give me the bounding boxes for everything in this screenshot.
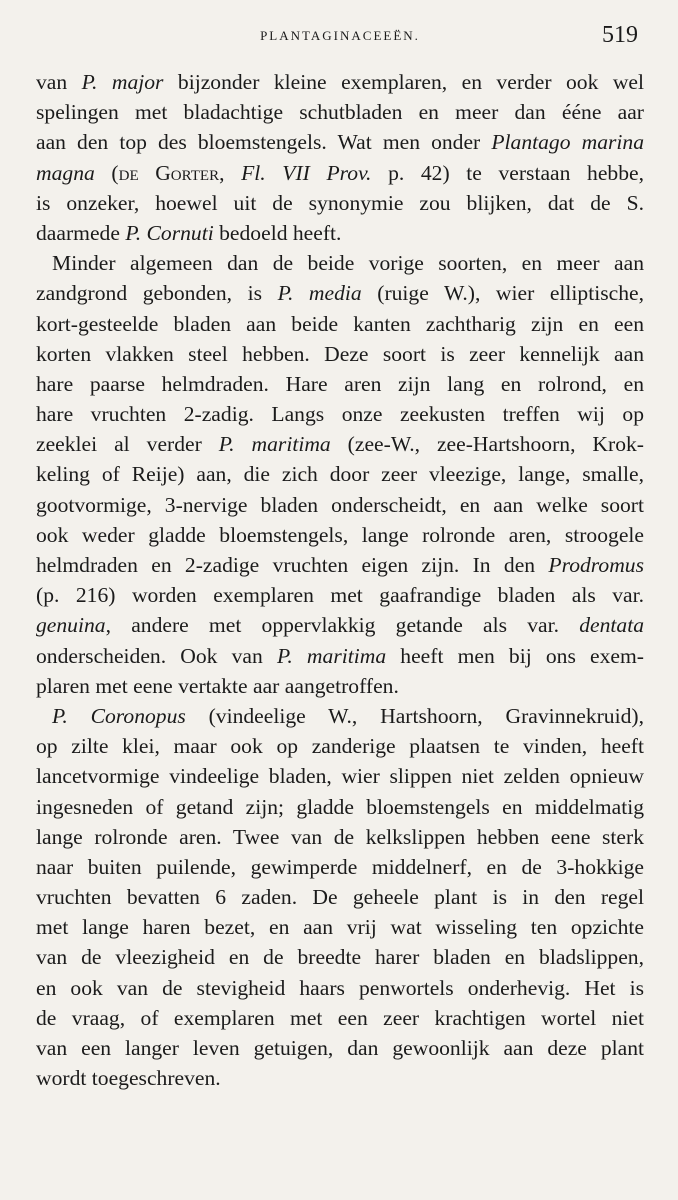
text-line: ook weder gladde bloemstengels, lange rolronde aren, stroogele [36,522,644,547]
text-line: is onzeker, hoewel uit de synonymie zou blijken, dat de S. [36,190,644,215]
text-line: zandgrond gebonden, is P. media (ruige W.), wier elliptische, [36,281,644,306]
text-line: genuina, andere met oppervlakkig getande als var. dentata [36,613,644,638]
text-line: onderscheiden. Ook van P. maritima heeft men bij ons exem- [36,643,644,668]
text-line: daarmede P. Cornuti bedoeld heeft. [36,220,342,245]
text-line: keling of Reije) aan, die zich door zeer vleezige, lange, smalle, [36,462,644,487]
text-line: ingesneden of getand zijn; gladde bloemstengels en middelmatig [36,794,644,819]
text-line: van P. major bijzonder kleine exemplaren, en verder ook wel [36,70,645,94]
text-line: kort-gesteelde bladen aan beide kanten zachtharig zijn en een [36,311,644,336]
text-line: zeeklei al verder P. maritima (zee-W., zee-Hartshoorn, Krok- [36,432,645,457]
text-line: gootvormige, 3-nervige bladen onderscheidt, en aan welke soort [36,492,644,517]
page-number: 519 [602,22,638,48]
text-line: hare vruchten 2-zadig. Langs onze zeekusten treffen wij op [36,402,644,427]
text-line: magna (de Gorter, Fl. VII Prov. p. 42) te verstaan hebbe, [36,160,644,185]
text-line: van de vleezigheid en de breedte harer bladen en bladslippen, [36,945,644,970]
running-title: PLANTAGINACEEËN. [260,28,420,43]
text-line: naar buiten puilende, gewimperde middelnerf, en de 3-hokkige [36,854,644,879]
text-line: vruchten bevatten 6 zaden. De geheele plant is in den regel [36,885,644,910]
text-line: Minder algemeen dan de beide vorige soorten, en meer aan [52,251,644,276]
text-line: korten vlakken steel hebben. Deze soort is zeer kennelijk aan [36,341,644,366]
running-head [36,22,644,52]
text-line: op zilte klei, maar ook op zanderige plaatsen te vinden, heeft [36,734,644,759]
text-line: wordt toegeschreven. [36,1066,221,1091]
text-line: P. Coronopus (vindeelige W., Hartshoorn, Gravinnekruid), [52,703,644,728]
text-line: spelingen met bladachtige schutbladen en meer dan ééne aar [36,100,644,125]
text-line: lancetvormige vindeelige bladen, wier slippen niet zelden opnieuw [36,764,644,789]
text-line: (p. 216) worden exemplaren met gaafrandige bladen als var. [36,583,644,608]
text-line: met lange haren bezet, en aan vrij wat wisseling ten opzichte [36,915,644,940]
text-line: aan den top des bloemstengels. Wat men onder Plantago marina [36,130,644,155]
text-line: hare paarse helmdraden. Hare aren zijn lang en rolrond, en [36,371,644,396]
body-text [36,67,644,1093]
text-line: en ook van de stevigheid haars penwortels onderhevig. Het is [36,975,644,1000]
text-line: plaren met eene vertakte aar aangetroffen. [36,673,399,698]
text-line: helmdraden en 2-zadige vruchten eigen zijn. In den Prodromus [36,553,644,577]
text-line: van een langer leven getuigen, dan gewoonlijk aan deze plant [36,1036,644,1060]
text-line: de vraag, of exemplaren met een zeer krachtigen wortel niet [36,1005,644,1030]
text-line: lange rolronde aren. Twee van de kelkslippen hebben eene sterk [36,824,644,849]
